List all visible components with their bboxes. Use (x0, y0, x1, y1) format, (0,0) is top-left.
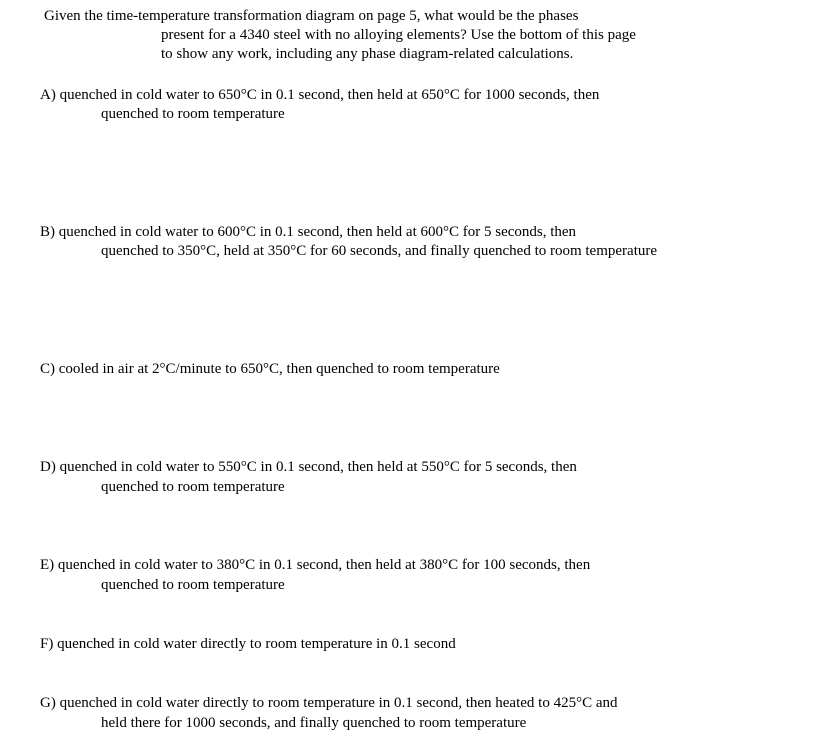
question-g-line-2: held there for 1000 seconds, and finally quenched to room temperature (101, 715, 527, 731)
question-g-line-1: G) quenched in cold water directly to room temperature in 0.1 second, then heated to 425°C and (40, 695, 618, 711)
question-e-line-1: E) quenched in cold water to 380°C in 0.1 second, then held at 380°C for 100 seconds, then (40, 557, 591, 573)
intro-line-1: Given the time-temperature transformation diagram on page 5, what would be the phases (44, 8, 579, 24)
intro-line-3: to show any work, including any phase diagram-related calculations. (161, 46, 574, 62)
intro-line-2: present for a 4340 steel with no alloying elements? Use the bottom of this page (161, 27, 636, 43)
question-b-line-2: quenched to 350°C, held at 350°C for 60 seconds, and finally quenched to room temperature (101, 243, 658, 259)
question-d-line-2: quenched to room temperature (101, 479, 285, 495)
question-b-line-1: B) quenched in cold water to 600°C in 0.1 second, then held at 600°C for 5 seconds, then (40, 224, 577, 240)
question-c-line-1: C) cooled in air at 2°C/minute to 650°C, then quenched to room temperature (40, 361, 500, 377)
question-f-line-1: F) quenched in cold water directly to room temperature in 0.1 second (40, 636, 456, 652)
question-d-line-1: D) quenched in cold water to 550°C in 0.1 second, then held at 550°C for 5 seconds, then (40, 459, 577, 475)
question-a-line-2: quenched to room temperature (101, 106, 285, 122)
question-a-line-1: A) quenched in cold water to 650°C in 0.1 second, then held at 650°C for 1000 seconds, then (40, 87, 600, 103)
question-e-line-2: quenched to room temperature (101, 577, 285, 593)
